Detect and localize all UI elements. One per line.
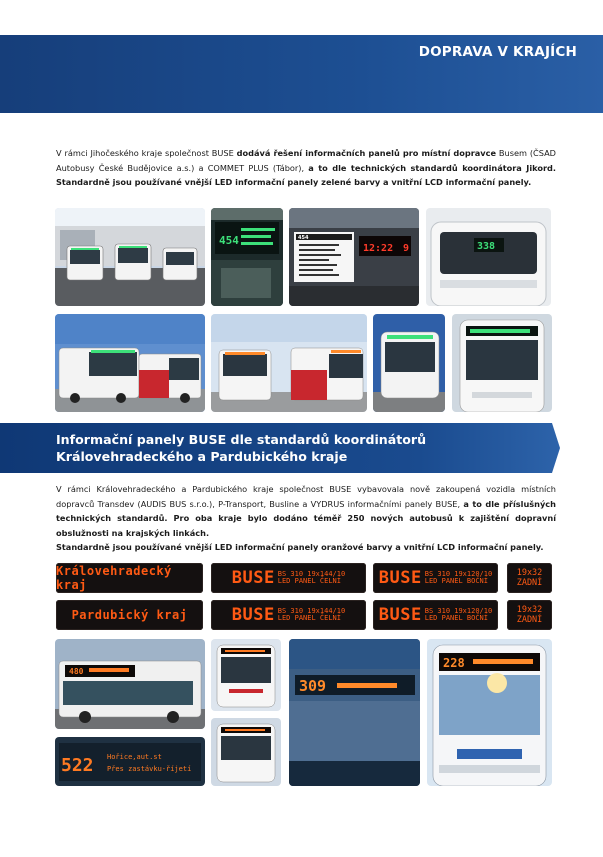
led-buse-front-2: BUSE [231,605,275,625]
photo-buses-front-view [211,314,367,412]
p1-part-b: dodává řešení informačních panelů pro místní dopravce [236,148,497,158]
p2-part-a: V rámci Královehradeckého a Pardubického kraje společnost BUSE vybavovala nově zakoupená vozidla místních dopravců Transdev (AUDIS BUS s.r.o.), P-Transport, Busline a VYDRUS informačními panely BUSE, [56,484,556,509]
led-buse-side-2: BUSE [378,605,422,625]
photo-green-led-panel [211,208,283,306]
photo-bus-side-night [289,639,420,786]
photo-lcd-panel [289,208,419,306]
led-panel-front-2 [211,600,366,630]
led-front-1-l2: LED PANEL ČELNÍ [277,577,341,585]
p2-part-c: Standardně jsou používané vnější LED informační panely oranžové barvy a vnitřní LCD informační panely. [56,542,544,552]
led-rear-2-l1: 19x32 [516,605,543,615]
led-text-pa: Pardubický kraj [71,608,188,622]
led-side-2-spec [425,608,492,623]
bus-route-480: 480 [69,667,84,676]
front-route-228: 228 [443,656,465,670]
interior-route-number: 522 [61,755,94,776]
lcd-stop: 9 [403,243,410,254]
led-side-2-l2: LED PANEL BOČNÍ [424,614,488,622]
led-front-1-l1: BS 310 19x144/10 [277,569,346,578]
led-panel-front-1 [211,563,366,593]
led-rear-2-text [517,605,543,625]
led-panel-rear-2 [507,600,552,630]
p1-part-a: V rámci Jihočeského kraje společnost BUSE [56,148,237,158]
section-title-line2: Královehradeckého a Pardubického kraje [56,449,348,464]
photo-two-buses-parked [55,314,205,412]
led-side-1-l1: BS 310 19x120/10 [424,569,493,578]
led-panel-kralovehradecky [56,563,203,593]
led-rear-1-l1: 19x32 [516,568,543,578]
led-front-1-spec [278,571,345,586]
led-rear-1-text [517,568,543,588]
interior-line1: Hořice,aut.st [107,753,162,761]
led-panel-side-2 [373,600,498,630]
lcd-clock: 12:22 [363,243,394,254]
led-panel-side-1 [373,563,498,593]
photo-bus-front-sunset [427,639,552,786]
led-panel-rear-1 [507,563,552,593]
rear-panel-number: 338 [477,241,496,252]
led-buse-front-1: BUSE [231,568,275,588]
section-title [56,431,426,465]
page-title: DOPRAVA V KRAJÍCH [418,44,577,60]
led-side-2-l1: BS 310 19x120/10 [424,606,493,615]
p1-part-c: Busem (ČSAD Autobusy České Budějovice a.s.) a COMMET PLUS (Tábor), [56,148,556,173]
lcd-line-number: 454 [298,235,309,241]
led-text-kh: Královehradecký kraj [56,564,172,592]
led-side-1-spec [425,571,492,586]
section-title-line1: Informační panely BUSE dle standardů koordinátorů [56,432,427,447]
led-rear-2-l2: ZADNÍ [516,615,543,625]
intro-paragraph-south-bohemia [56,146,556,190]
photo-bus-rear-panel [426,208,551,306]
photo-bus-front-blue-sky [373,314,445,412]
led-side-1-l2: LED PANEL BOČNÍ [424,577,488,585]
photo-depot-buses [55,208,205,306]
led-rear-1-l2: ZADNÍ [516,578,543,588]
photo-bus-front-close [452,314,552,412]
p2-part-b: a to dle příslušných technických standardů. Pro oba kraje bylo dodáno téměř 250 nových autobusů k zajištění dopravní obslužnosti na krajských linkách. [56,498,556,538]
p1-part-d: a to dle technických standardů koordinátora Jikord. Standardně jsou používané vnější LED informační panely zelené barvy a vnitřní LCD informační panely. [56,162,556,187]
photo-bus-front-small-2 [211,718,281,786]
led-panel-pardubicky [56,600,203,630]
side-route-309: 309 [299,677,327,695]
photo-interior-display [55,737,205,786]
photo-bus-front-small [211,639,281,711]
led-front-2-l1: BS 310 19x144/10 [277,606,346,615]
led-buse-side-1: BUSE [378,568,422,588]
led-front-2-l2: LED PANEL ČELNÍ [277,614,341,622]
interior-line2: Přes zastávku-říjetí [107,765,192,773]
green-panel-number: 454 [219,234,239,247]
paragraph-kh-pardubice [56,482,556,555]
led-front-2-spec [278,608,345,623]
photo-bus-side-orange [55,639,205,729]
